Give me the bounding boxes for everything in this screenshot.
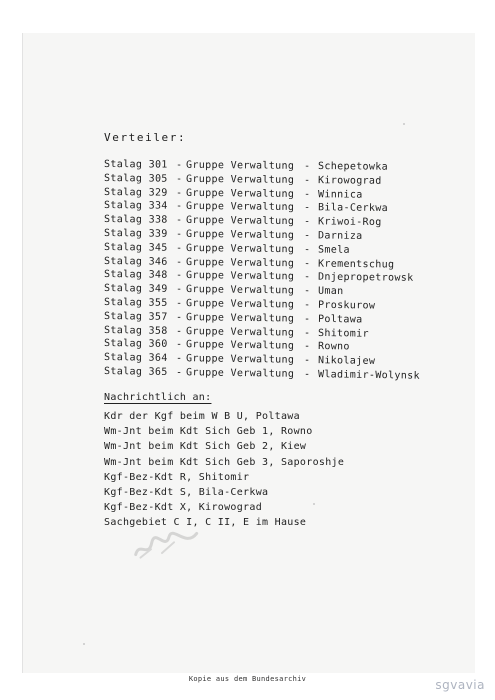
- separator-dash: -: [175, 173, 183, 185]
- place-name: Proskurow: [317, 299, 376, 312]
- group-label: Gruppe Verwaltung: [185, 311, 295, 325]
- stalag-label: Stalag 345: [103, 241, 168, 254]
- cc-recipient: Kdr der Kgf beim W B U, Poltawa: [104, 411, 300, 422]
- place-name: Shitomir: [317, 327, 370, 340]
- separator-dash: -: [175, 201, 183, 213]
- separator-dash: -: [175, 297, 183, 309]
- separator-dash: -: [175, 214, 183, 227]
- separator-dash: -: [175, 242, 183, 254]
- distribution-list: [103, 158, 420, 382]
- cc-recipient: Wm-Jnt beim Kdt Sich Geb 3, Saporoshje: [104, 456, 345, 468]
- place-name: Wladimir-Wolynsk: [317, 369, 420, 382]
- separator-dash: -: [175, 353, 183, 365]
- place-name: Nikolajew: [317, 355, 376, 368]
- separator-dash: -: [303, 230, 311, 242]
- watermark: sgvavia: [435, 678, 485, 692]
- separator-dash: -: [175, 339, 183, 351]
- group-label: Gruppe Verwaltung: [185, 284, 295, 297]
- separator-dash: -: [303, 285, 311, 297]
- cc-recipient: Kgf-Bez-Kdt R, Shitomir: [104, 471, 250, 483]
- stalag-label: Stalag 348: [103, 269, 168, 282]
- separator-dash: -: [303, 188, 311, 200]
- place-name: Rowno: [317, 341, 350, 353]
- separator-dash: -: [175, 187, 183, 199]
- separator-dash: -: [303, 271, 311, 283]
- separator-dash: -: [303, 368, 311, 381]
- cc-recipient: Wm-Jnt beim Kdt Sich Geb 2, Kiew: [104, 441, 307, 453]
- stalag-label: Stalag 349: [103, 283, 168, 295]
- stalag-label: Stalag 357: [103, 310, 168, 323]
- separator-dash: -: [175, 367, 183, 379]
- stalag-label: Stalag 329: [103, 186, 168, 199]
- group-label: Gruppe Verwaltung: [185, 339, 295, 353]
- place-name: Uman: [317, 285, 344, 298]
- stalag-label: Stalag 339: [103, 227, 168, 240]
- group-label: Gruppe Verwaltung: [185, 173, 295, 186]
- stalag-label: Stalag 301: [103, 159, 168, 171]
- place-name: Kriwoi-Rog: [317, 216, 382, 229]
- cc-list: [104, 409, 344, 531]
- cc-recipient: Sachgebiet C I, C II, E im Hause: [104, 517, 307, 529]
- separator-dash: -: [303, 160, 311, 172]
- group-label: Gruppe Verwaltung: [185, 367, 295, 380]
- group-label: Gruppe Verwaltung: [185, 242, 295, 256]
- stalag-label: Stalag 346: [103, 255, 168, 268]
- archive-footer: Kopie aus dem Bundesarchiv: [188, 675, 307, 683]
- group-label: Gruppe Verwaltung: [185, 353, 295, 366]
- stalag-label: Stalag 305: [103, 172, 168, 185]
- separator-dash: -: [175, 228, 183, 240]
- place-name: Winnica: [317, 188, 363, 201]
- paper-speck: [83, 643, 85, 645]
- stalag-label: Stalag 358: [103, 324, 168, 337]
- group-label: Gruppe Verwaltung: [185, 228, 295, 242]
- stalag-label: Stalag 355: [103, 296, 168, 309]
- separator-dash: -: [175, 325, 183, 337]
- separator-dash: -: [175, 159, 183, 171]
- stalag-label: Stalag 365: [103, 365, 168, 378]
- place-name: Smela: [317, 244, 350, 256]
- stalag-label: Stalag 334: [103, 200, 168, 213]
- group-label: Gruppe Verwaltung: [185, 159, 295, 172]
- place-name: Schepetowka: [317, 161, 389, 173]
- place-name: Dnjepropetrowsk: [317, 272, 414, 285]
- cc-recipient: Kgf-Bez-Kdt S, Bila-Cerkwa: [104, 486, 269, 498]
- place-name: Bila-Cerkwa: [317, 202, 389, 215]
- separator-dash: -: [303, 257, 311, 270]
- separator-dash: -: [175, 311, 183, 323]
- separator-dash: -: [303, 313, 311, 325]
- separator-dash: -: [303, 202, 311, 214]
- stalag-label: Stalag 364: [103, 352, 168, 365]
- separator-dash: -: [303, 327, 311, 339]
- distribution-heading: Verteiler:: [104, 131, 187, 144]
- place-name: Krementschug: [317, 258, 395, 271]
- cc-recipient: Kgf-Bez-Kdt X, Kirowograd: [104, 502, 263, 514]
- separator-dash: -: [175, 284, 183, 296]
- group-label: Gruppe Verwaltung: [185, 325, 295, 339]
- group-label: Gruppe Verwaltung: [185, 187, 295, 200]
- stalag-label: Stalag 338: [103, 214, 168, 226]
- paper-speck: [403, 123, 405, 125]
- separator-dash: -: [303, 174, 311, 186]
- separator-dash: -: [175, 256, 183, 268]
- separator-dash: -: [303, 216, 311, 228]
- place-name: Kirowograd: [317, 174, 382, 187]
- separator-dash: -: [303, 244, 311, 256]
- place-name: Poltawa: [317, 313, 363, 326]
- group-label: Gruppe Verwaltung: [185, 215, 295, 228]
- group-label: Gruppe Verwaltung: [185, 298, 295, 311]
- cc-heading: Nachrichtlich an:: [104, 392, 212, 403]
- separator-dash: -: [175, 270, 183, 282]
- place-name: Darniza: [317, 230, 363, 242]
- separator-dash: -: [303, 355, 311, 367]
- group-label: Gruppe Verwaltung: [185, 270, 295, 283]
- group-label: Gruppe Verwaltung: [185, 201, 295, 214]
- stalag-label: Stalag 360: [103, 338, 168, 351]
- separator-dash: -: [303, 299, 311, 311]
- separator-dash: -: [303, 341, 311, 353]
- group-label: Gruppe Verwaltung: [185, 256, 295, 269]
- cc-recipient: Wm-Jnt beim Kdt Sich Geb 1, Rowno: [104, 426, 313, 438]
